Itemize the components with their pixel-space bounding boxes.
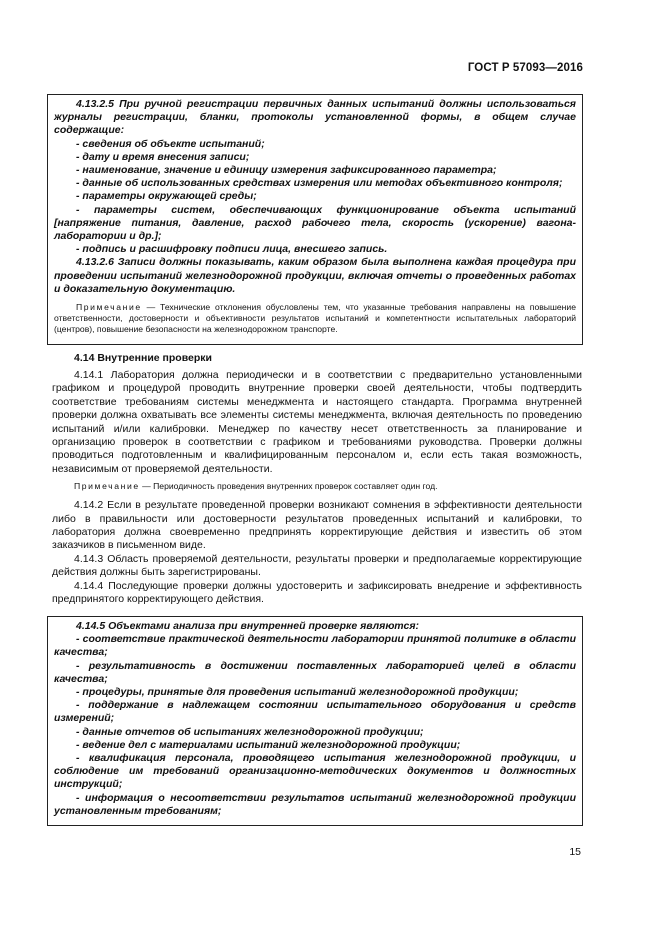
- list-item: - поддержание в надлежащем состоянии испытательного оборудования и средств измерений;: [54, 699, 576, 725]
- note-text: — Технические отклонения обусловлены тем, что указанные требования направлены на повышение ответственности, достоверности и объективности результатов испытаний и компетентности испытательных лабораторий (центров), повышение безопасности на железнодорожном транспорте.: [54, 302, 576, 335]
- note-label: Примечание: [76, 302, 142, 313]
- list-item: - дату и время внесения записи;: [76, 150, 250, 163]
- list-item: - соответствие практической деятельности лаборатории принятой политике в области качества;: [54, 633, 576, 659]
- highlighted-block-4-13-2: [47, 94, 583, 345]
- list-item: - параметры систем, обеспечивающих функционирование объекта испытаний [напряжение питания, давление, расход рабочего тела, скорость (ускорение) вагона-лаборатории и др.];: [54, 203, 576, 243]
- note: [54, 302, 576, 336]
- note-text: — Периодичность проведения внутренних проверок составляет один год.: [139, 481, 438, 492]
- list-item: - результативность в достижении поставленных лабораторией целей в области качества;: [54, 659, 576, 685]
- list-item: - квалификация персонала, проводящего испытания железнодорожной продукции, и соблюдение им требований организационно-методических документов и должностных инструкций;: [54, 752, 576, 791]
- clause-4-14-5: 4.14.5 Объектами анализа при внутренней проверке являются:: [76, 620, 419, 632]
- list-item: - сведения об объекте испытаний;: [76, 137, 265, 150]
- document-header: ГОСТ Р 57093—2016: [467, 62, 583, 74]
- note: [52, 481, 582, 492]
- note-label: Примечание: [74, 481, 140, 492]
- highlighted-block-4-14-5: [47, 616, 583, 826]
- list-item: - наименование, значение и единицу измерения зафиксированного параметра;: [76, 164, 497, 177]
- clause-4-14-3: 4.14.3 Область проверяемой деятельности, результаты проверки и предполагаемые корректирующие действия должны быть зарегистрированы.: [52, 552, 582, 579]
- page-number: 15: [569, 846, 581, 858]
- list-item: - данные отчетов об испытаниях железнодорожной продукции;: [76, 725, 424, 738]
- clause-4-14-2: 4.14.2 Если в результате проведенной проверки возникают сомнения в эффективности деятельности либо в правильности или достоверности результатов проведенных испытаний и калибровки, то лаборатория должна своевременно предпринять корректирующие действия и известить об этом заказчиков в письменном виде.: [52, 499, 582, 552]
- list-item: - процедуры, принятые для проведения испытаний железнодорожной продукции;: [76, 686, 519, 699]
- clause-4-14-1: 4.14.1 Лаборатория должна периодически и в соответствии с предварительно установленными графиком и процедурой проводить внутренние проверки своей деятельности, чтобы подтвердить соответствие требованиям системы менеджмента и настоящего стандарта. Программа внутренней проверки должна охватывать все элементы системы менеджмента, включая деятельность по проведению испытаний и/или калибровки. Менеджер по качеству несет ответственность за планирование и организацию проверок в соответствии с графиком и требованиями руководства. Проверки должны проводиться подготовленным и квалифицированным персоналом и, если есть такая возможность, независимым от проверяемой деятельности.: [52, 369, 582, 475]
- clause-4-14-4: 4.14.4 Последующие проверки должны удостоверить и зафиксировать внедрение и эффективность предпринятого корректирующего действия.: [52, 579, 582, 606]
- list-item: - ведение дел с материалами испытаний железнодорожной продукции;: [76, 738, 461, 751]
- section-body: [52, 369, 582, 607]
- list-item: - информация о несоответствии результатов испытаний железнодорожной продукции установленным требованиям;: [54, 791, 576, 817]
- clause-4-13-2-5: 4.13.2.5 При ручной регистрации первичных данных испытаний должны использоваться журналы регистрации, бланки, протоколы установленной формы, в общем случае содержащие:: [54, 98, 576, 137]
- list-item: - параметры окружающей среды;: [76, 190, 257, 203]
- list-item: - данные об использованных средствах измерения или методах объективного контроля;: [76, 177, 563, 190]
- section-heading: 4.14 Внутренние проверки: [74, 352, 212, 364]
- clause-4-13-2-6: 4.13.2.6 Записи должны показывать, каким образом была выполнена каждая процедура при проведении испытаний железнодорожной продукции, включая отчеты о проведенных работах и доказательную документацию.: [54, 256, 576, 295]
- list-item: - подпись и расшифровку подписи лица, внесшего запись.: [76, 243, 388, 256]
